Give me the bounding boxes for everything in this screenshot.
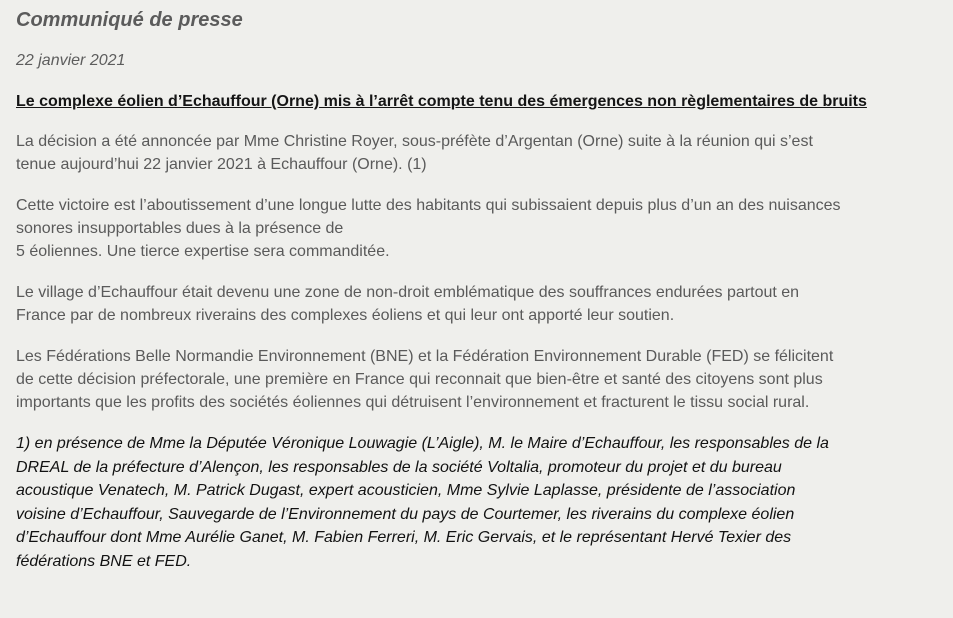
footnote-line: d’Echauffour dont Mme Aurélie Ganet, M. Fabien Ferreri, M. Eric Gervais, et le représentant Hervé Texier des: [16, 529, 792, 546]
footnote: [16, 432, 937, 573]
footnote-line: DREAL de la préfecture d’Alençon, les responsables de la société Voltalia, promoteur du projet et du bureau: [16, 458, 782, 476]
paragraph-3: [16, 281, 937, 327]
footnote-line: acoustique Venatech, M. Patrick Dugast, expert acousticien, Mme Sylvie Laplasse, présidente de l’association: [16, 482, 796, 499]
footnote-line: 1) en présence de Mme la Députée Véronique Louwagie (L’Aigle), M. le Maire d’Echauffour, les responsables de la: [16, 435, 829, 452]
paragraph-line: Le village d’Echauffour était devenu une zone de non-droit emblématique des souffrances endurées partout en: [16, 284, 800, 301]
paragraph-line: Cette victoire est l’aboutissement d’une longue lutte des habitants qui subissaient depuis plus d’un an des nuisances: [16, 197, 841, 214]
release-date: 22 janvier 2021: [16, 52, 126, 69]
paragraph-1: [16, 130, 937, 176]
paragraph-line: Les Fédérations Belle Normandie Environnement (BNE) et la Fédération Environnement Durable (FED) se félicitent: [16, 348, 834, 365]
paragraph-line: France par de nombreux riverains des complexes éoliens et qui leur ont apporté leur soutien.: [16, 307, 675, 324]
paragraph-line: La décision a été annoncée par Mme Christine Royer, sous-préfète d’Argentan (Orne) suite à la réunion qui s’est: [16, 133, 813, 150]
paragraph-line: tenue aujourd’hui 22 janvier 2021 à Echauffour (Orne). (1): [16, 156, 427, 173]
paragraph-4: [16, 345, 937, 414]
paragraph-line: importants que les profits des sociétés éoliennes qui détruisent l’environnement et fracturent le tissu social rural.: [16, 394, 810, 411]
page-title: Communiqué de presse: [16, 9, 243, 31]
headline: Le complexe éolien d’Echauffour (Orne) mis à l’arrêt compte tenu des émergences non règlementaires de bruits: [16, 93, 867, 110]
paragraph-2: [16, 194, 937, 263]
paragraph-line: de cette décision préfectorale, une première en France qui reconnait que bien-être et santé des citoyens sont plus: [16, 371, 823, 388]
footnote-line: fédérations BNE et FED.: [16, 552, 192, 570]
footnote-line: voisine d’Echauffour, Sauvegarde de l’Environnement du pays de Courtemer, les riverains du complexe éolien: [16, 505, 795, 523]
paragraph-line: sonores insupportables dues à la présence de: [16, 220, 344, 237]
paragraph-line: 5 éoliennes. Une tierce expertise sera commanditée.: [16, 243, 390, 260]
